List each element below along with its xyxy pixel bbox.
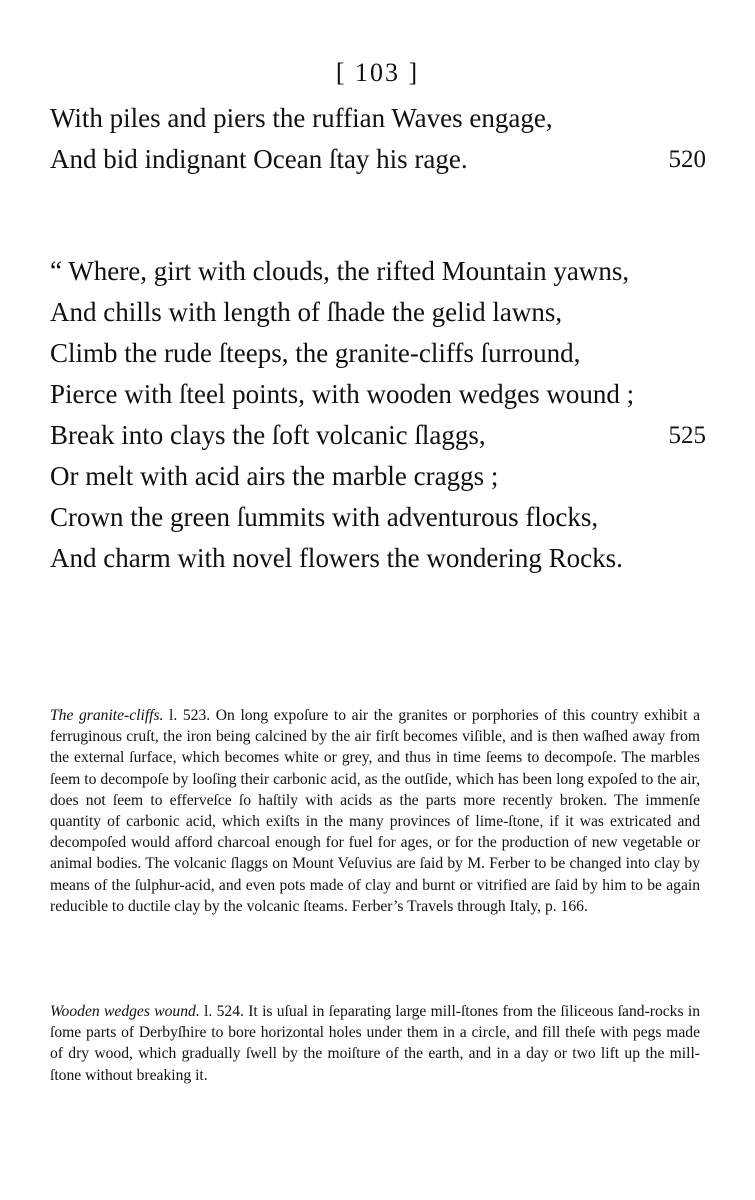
footnote-text: l. 524. It is uſual in ſeparating large mill-ſtones from the ſiliceous ſand-rocks in ſome parts of Derbyſhire to bore horizontal holes under them in a circle, and fill theſe with pegs made of dry wood, which gradually ſwell by the moiſture of the earth, and in a day or two lift up the mill-ſtone without breaking it. <box>50 1003 700 1084</box>
verse-line <box>50 251 710 292</box>
verse-line <box>50 456 710 497</box>
verse-text: Climb the rude ſteeps, the granite-cliffs ſurround, <box>50 338 581 368</box>
verse-line <box>50 374 710 415</box>
verse-line <box>50 292 710 333</box>
footnote-wooden-wedges <box>50 1001 700 1086</box>
verse-text: And charm with novel flowers the wondering Rocks. <box>50 543 623 573</box>
verse-text: With piles and piers the ruffian Waves engage, <box>50 103 553 133</box>
page-number: [ 103 ] <box>335 58 420 87</box>
verse-text: Pierce with ſteel points, with wooden wedges wound ; <box>50 379 635 409</box>
verse-text: Or melt with acid airs the marble craggs ; <box>50 461 499 491</box>
line-number: 525 <box>668 422 706 449</box>
footnote-text: l. 523. On long expoſure to air the granites or porphories of this country exhibit a ferruginous cruſt, the iron being calcined by the air firſt becomes viſible, and is then waſhed away from the external ſurface, which becomes white or grey, and thus in time ſeems to decompoſe. The marbles ſeem to decompoſe by looſing their carbonic acid, as the outſide, which has been long expoſed to the air, does not ſeem to effervеſce ſo haſtily with acids as the parts more recently broken. The immenſe quantity of carbonic acid, which exiſts in the many provinces of lime-ſtone, if it was extricated and decompoſed would afford charcoal enough for fuel for ages, or for the production of new vegetable or animal bodies. The volcanic ſlaggs on Mount Veſuvius are ſaid by M. Ferber to be changed into clay by means of the ſulphur-acid, and even pots made of clay and burnt or vitrified are ſaid by him to be again reducible to ductile clay by the volcanic ſteams. Ferber’s Travels through Italy, p. 166. <box>50 707 700 915</box>
verse-line <box>50 497 710 538</box>
verse-text: And chills with length of ſhade the gelid lawns, <box>50 297 563 327</box>
footnote-reference: The granite-cliffs. <box>50 707 164 724</box>
line-number: 520 <box>668 146 706 173</box>
verse-line <box>50 333 710 374</box>
verse-line <box>50 139 710 180</box>
footnote-granite-cliffs <box>50 705 700 917</box>
verse-stanza-2 <box>50 251 710 579</box>
verse-text: “ Where, girt with clouds, the rifted Mountain yawns, <box>50 256 630 286</box>
verse-line <box>50 98 710 139</box>
verse-line <box>50 538 710 579</box>
verse-stanza-1 <box>50 98 710 180</box>
verse-text: Break into clays the ſoft volcanic ſlaggs, <box>50 420 486 450</box>
footnote-reference: Wooden wedges wound. <box>50 1003 200 1020</box>
verse-line <box>50 415 710 456</box>
verse-text: And bid indignant Ocean ſtay his rage. <box>50 144 468 174</box>
verse-text: Crown the green ſummits with adventurous flocks, <box>50 502 599 532</box>
